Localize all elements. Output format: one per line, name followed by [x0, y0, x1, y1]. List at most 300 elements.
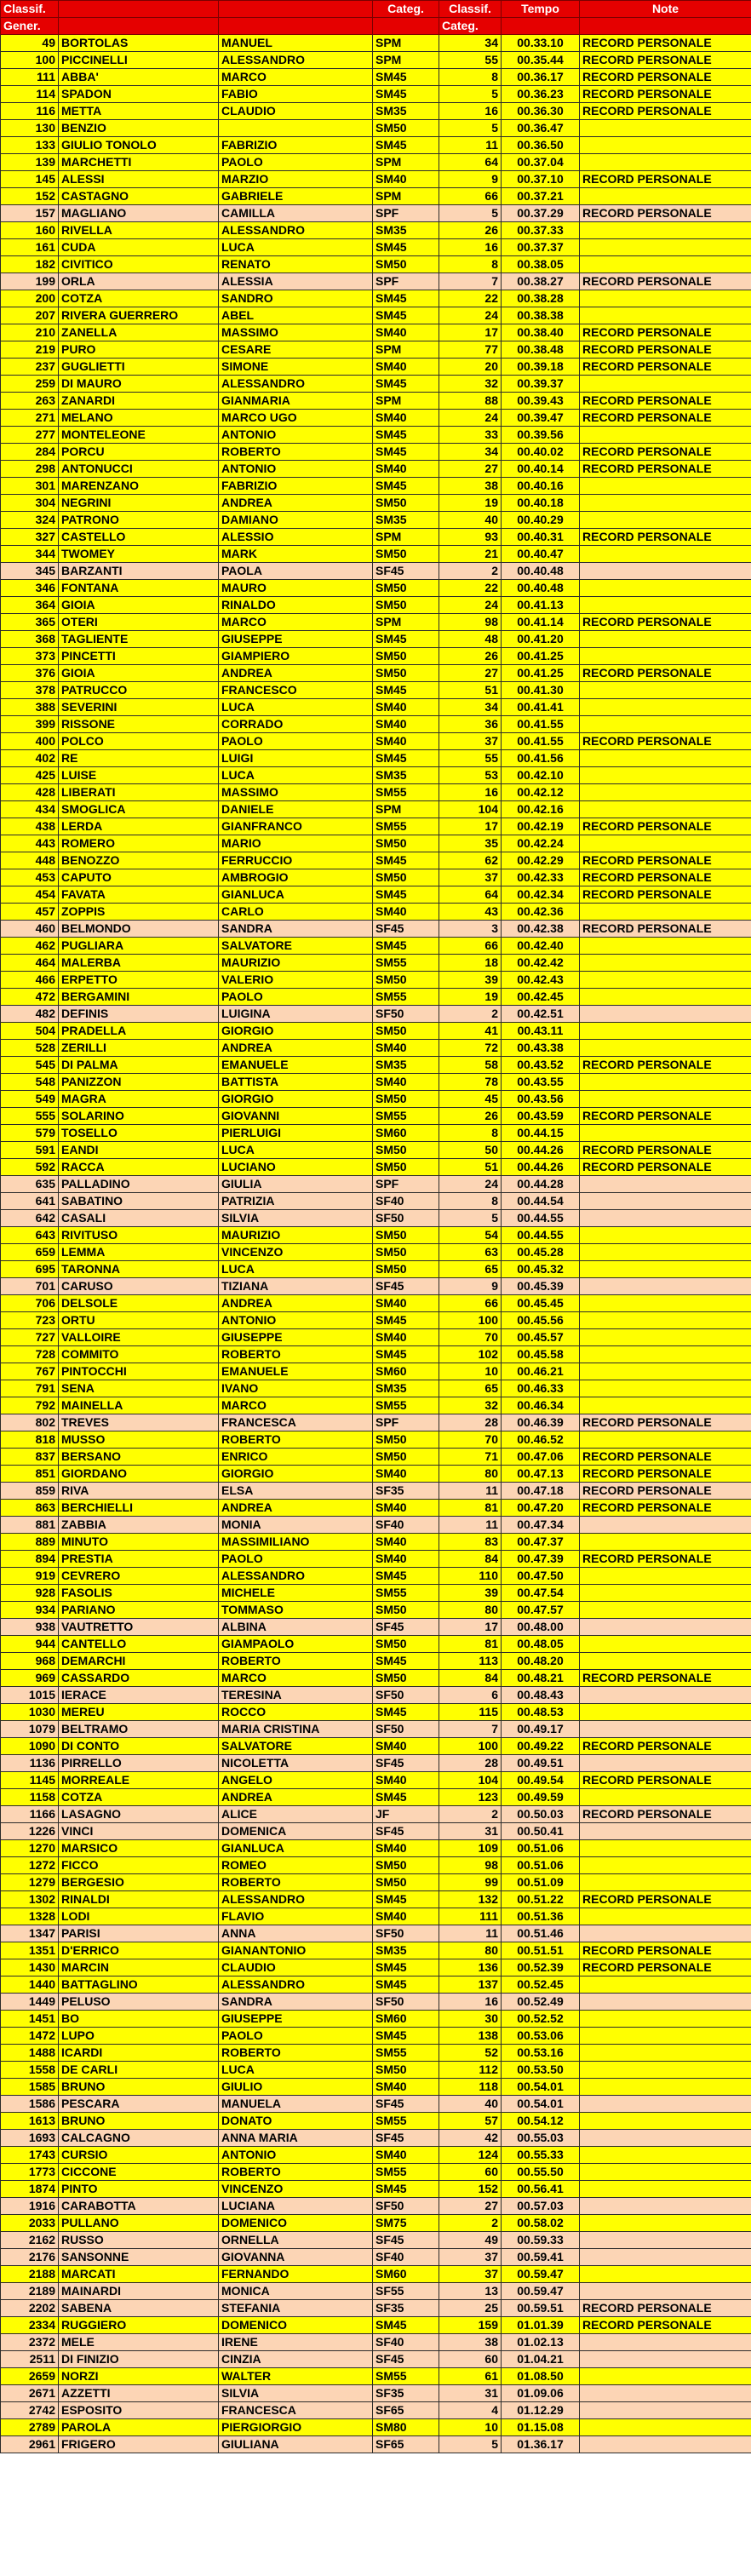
nome-cell: DOMENICA [219, 1823, 373, 1840]
tempo-cell: 00.58.02 [502, 2215, 580, 2232]
classif-categ-cell: 111 [439, 1908, 502, 1925]
categ-cell: SM50 [373, 580, 439, 597]
note-cell [580, 2402, 751, 2419]
classif-categ-cell: 80 [439, 1466, 502, 1483]
table-row [1, 324, 751, 341]
tempo-cell: 00.42.24 [502, 835, 580, 852]
cognome-cell: DI PALMA [59, 1057, 219, 1074]
classif-categ-cell: 100 [439, 1312, 502, 1329]
classif-categ-cell: 27 [439, 2198, 502, 2215]
classif-categ-cell: 26 [439, 222, 502, 239]
cognome-cell: CASTELLO [59, 529, 219, 546]
tempo-cell: 00.44.54 [502, 1193, 580, 1210]
table-row [1, 444, 751, 461]
classif-gener-cell: 160 [1, 222, 59, 239]
table-row [1, 2130, 751, 2147]
note-cell [580, 2334, 751, 2351]
note-cell [580, 2283, 751, 2300]
note-cell [580, 2011, 751, 2028]
nome-cell: MARK [219, 546, 373, 563]
classif-categ-cell: 58 [439, 1057, 502, 1074]
classif-gener-cell: 1558 [1, 2062, 59, 2079]
classif-gener-cell: 399 [1, 716, 59, 733]
categ-cell: SM45 [373, 290, 439, 307]
nome-cell: GIANMARIA [219, 393, 373, 410]
tempo-cell: 00.37.29 [502, 205, 580, 222]
cognome-cell: CALCAGNO [59, 2130, 219, 2147]
table-row [1, 273, 751, 290]
note-cell: RECORD PERSONALE [580, 444, 751, 461]
cognome-cell: AZZETTI [59, 2385, 219, 2402]
table-row [1, 2062, 751, 2079]
classif-gener-cell: 2659 [1, 2368, 59, 2385]
tempo-cell: 00.51.51 [502, 1942, 580, 1959]
classif-gener-cell: 642 [1, 1210, 59, 1227]
classif-gener-cell: 1613 [1, 2113, 59, 2130]
classif-categ-cell: 31 [439, 2385, 502, 2402]
classif-gener-cell: 1015 [1, 1687, 59, 1704]
nome-cell: VALERIO [219, 972, 373, 989]
nome-cell: ANTONIO [219, 427, 373, 444]
classif-gener-cell: 659 [1, 1244, 59, 1261]
nome-cell: GIOVANNI [219, 1108, 373, 1125]
categ-cell: SPF [373, 273, 439, 290]
categ-cell: SM40 [373, 410, 439, 427]
tempo-cell: 00.43.56 [502, 1091, 580, 1108]
note-cell [580, 682, 751, 699]
note-cell: RECORD PERSONALE [580, 1414, 751, 1431]
categ-cell: SF50 [373, 1687, 439, 1704]
nome-cell: IVANO [219, 1380, 373, 1397]
categ-cell: SM40 [373, 1772, 439, 1789]
nome-cell: GIUSEPPE [219, 2011, 373, 2028]
classif-categ-cell: 60 [439, 2351, 502, 2368]
table-row [1, 1414, 751, 1431]
classif-gener-cell: 635 [1, 1176, 59, 1193]
cognome-cell: BRUNO [59, 2113, 219, 2130]
categ-cell: SPM [373, 393, 439, 410]
nome-cell: MAURO [219, 580, 373, 597]
table-row [1, 359, 751, 376]
table-row [1, 1942, 751, 1959]
nome-cell: LUCA [219, 1142, 373, 1159]
tempo-cell: 00.38.48 [502, 341, 580, 359]
table-row [1, 1959, 751, 1976]
table-row [1, 290, 751, 307]
tempo-cell: 00.49.54 [502, 1772, 580, 1789]
categ-cell: SM40 [373, 1551, 439, 1568]
cognome-cell: BERGAMINI [59, 989, 219, 1006]
cognome-cell: PINCETTI [59, 648, 219, 665]
nome-cell: ALBINA [219, 1619, 373, 1636]
note-cell: RECORD PERSONALE [580, 1959, 751, 1976]
note-cell [580, 1091, 751, 1108]
table-row [1, 2283, 751, 2300]
tempo-cell: 00.44.28 [502, 1176, 580, 1193]
cognome-cell: BORTOLAS [59, 35, 219, 52]
note-cell [580, 1653, 751, 1670]
tempo-cell: 00.47.20 [502, 1500, 580, 1517]
tempo-cell: 00.37.33 [502, 222, 580, 239]
table-header [1, 1, 751, 35]
note-cell [580, 904, 751, 921]
classif-gener-cell: 767 [1, 1363, 59, 1380]
classif-gener-cell: 2202 [1, 2300, 59, 2317]
categ-cell: SM50 [373, 869, 439, 886]
classif-categ-cell: 123 [439, 1789, 502, 1806]
categ-cell: SM45 [373, 137, 439, 154]
categ-cell: SM45 [373, 1312, 439, 1329]
categ-cell: SPF [373, 205, 439, 222]
table-row [1, 52, 751, 69]
classif-categ-cell: 24 [439, 597, 502, 614]
cognome-cell: PARISI [59, 1925, 219, 1942]
classif-categ-cell: 70 [439, 1329, 502, 1346]
cognome-cell: BELTRAMO [59, 1721, 219, 1738]
categ-cell: SF40 [373, 2334, 439, 2351]
tempo-cell: 00.40.14 [502, 461, 580, 478]
classif-categ-cell: 38 [439, 2334, 502, 2351]
tempo-cell: 01.36.17 [502, 2436, 580, 2453]
cognome-cell: COTZA [59, 290, 219, 307]
nome-cell: SANDRA [219, 1994, 373, 2011]
categ-cell: SM50 [373, 665, 439, 682]
categ-cell: SM45 [373, 427, 439, 444]
tempo-cell: 00.46.34 [502, 1397, 580, 1414]
cognome-cell: MARSICO [59, 1840, 219, 1857]
categ-cell: SM45 [373, 307, 439, 324]
categ-cell: SM40 [373, 904, 439, 921]
classif-gener-cell: 210 [1, 324, 59, 341]
nome-cell: GIAMPAOLO [219, 1636, 373, 1653]
cognome-cell: ERPETTO [59, 972, 219, 989]
classif-categ-cell: 152 [439, 2181, 502, 2198]
categ-cell: SM50 [373, 256, 439, 273]
tempo-cell: 00.40.48 [502, 563, 580, 580]
tempo-cell: 00.52.49 [502, 1994, 580, 2011]
cognome-cell: MELE [59, 2334, 219, 2351]
classif-gener-cell: 462 [1, 938, 59, 955]
note-cell [580, 2232, 751, 2249]
note-cell [580, 2436, 751, 2453]
categ-cell: SPM [373, 52, 439, 69]
categ-cell: SM40 [373, 716, 439, 733]
tempo-cell: 00.48.43 [502, 1687, 580, 1704]
cognome-cell: SOLARINO [59, 1108, 219, 1125]
tempo-cell: 01.15.08 [502, 2419, 580, 2436]
categ-cell: SPM [373, 614, 439, 631]
cognome-cell: RUGGIERO [59, 2317, 219, 2334]
table-row [1, 2334, 751, 2351]
note-cell [580, 2028, 751, 2045]
note-cell [580, 1789, 751, 1806]
categ-cell: SM40 [373, 171, 439, 188]
cognome-cell: RINALDI [59, 1891, 219, 1908]
categ-cell: SM40 [373, 1738, 439, 1755]
tempo-cell: 00.55.03 [502, 2130, 580, 2147]
classif-categ-cell: 55 [439, 52, 502, 69]
nome-cell: FLAVIO [219, 1908, 373, 1925]
categ-cell: SM50 [373, 1244, 439, 1261]
col-header-cognome [59, 1, 219, 18]
nome-cell: AMBROGIO [219, 869, 373, 886]
categ-cell: SM50 [373, 1449, 439, 1466]
classif-gener-cell: 301 [1, 478, 59, 495]
cognome-cell: MALERBA [59, 955, 219, 972]
table-row [1, 2368, 751, 2385]
table-row [1, 801, 751, 818]
classif-categ-cell: 13 [439, 2283, 502, 2300]
classif-gener-cell: 2334 [1, 2317, 59, 2334]
note-cell [580, 1619, 751, 1636]
table-row [1, 1908, 751, 1925]
tempo-cell: 00.59.41 [502, 2249, 580, 2266]
nome-cell: SIMONE [219, 359, 373, 376]
tempo-cell: 00.39.56 [502, 427, 580, 444]
cognome-cell: GIULIO TONOLO [59, 137, 219, 154]
categ-cell: SM45 [373, 86, 439, 103]
tempo-cell: 00.39.47 [502, 410, 580, 427]
note-cell: RECORD PERSONALE [580, 886, 751, 904]
tempo-cell: 00.37.37 [502, 239, 580, 256]
categ-cell: SM50 [373, 120, 439, 137]
tempo-cell: 00.40.47 [502, 546, 580, 563]
categ-cell: SM55 [373, 1397, 439, 1414]
tempo-cell: 00.42.19 [502, 818, 580, 835]
classif-categ-cell: 4 [439, 2402, 502, 2419]
nome-cell: ROMEO [219, 1857, 373, 1874]
tempo-cell: 00.38.05 [502, 256, 580, 273]
cognome-cell: VALLOIRE [59, 1329, 219, 1346]
table-row [1, 2181, 751, 2198]
classif-categ-cell: 5 [439, 2436, 502, 2453]
note-cell: RECORD PERSONALE [580, 205, 751, 222]
categ-cell: SM45 [373, 2317, 439, 2334]
nome-cell: SALVATORE [219, 1738, 373, 1755]
table-row [1, 2215, 751, 2232]
col-header-classif-categ: Classif. [439, 1, 502, 18]
table-row [1, 2351, 751, 2368]
classif-gener-cell: 133 [1, 137, 59, 154]
cognome-cell: PUGLIARA [59, 938, 219, 955]
classif-categ-cell: 33 [439, 427, 502, 444]
note-cell: RECORD PERSONALE [580, 341, 751, 359]
table-row [1, 1772, 751, 1789]
tempo-cell: 00.53.16 [502, 2045, 580, 2062]
tempo-cell: 00.44.55 [502, 1210, 580, 1227]
classif-gener-cell: 434 [1, 801, 59, 818]
classif-categ-cell: 5 [439, 86, 502, 103]
classif-gener-cell: 304 [1, 495, 59, 512]
tempo-cell: 01.08.50 [502, 2368, 580, 2385]
nome-cell: MARZIO [219, 171, 373, 188]
table-row [1, 1244, 751, 1261]
note-cell [580, 580, 751, 597]
table-row [1, 1585, 751, 1602]
tempo-cell: 00.54.01 [502, 2079, 580, 2096]
classif-gener-cell: 1279 [1, 1874, 59, 1891]
categ-cell: SM50 [373, 1261, 439, 1278]
note-cell [580, 2130, 751, 2147]
note-cell: RECORD PERSONALE [580, 359, 751, 376]
categ-cell: SF45 [373, 2351, 439, 2368]
table-row [1, 665, 751, 682]
note-cell [580, 478, 751, 495]
categ-cell: SM60 [373, 1125, 439, 1142]
classif-categ-cell: 8 [439, 256, 502, 273]
cognome-cell: PALLADINO [59, 1176, 219, 1193]
tempo-cell: 00.47.18 [502, 1483, 580, 1500]
classif-categ-cell: 17 [439, 818, 502, 835]
note-cell [580, 1006, 751, 1023]
categ-cell: SM45 [373, 750, 439, 767]
classif-gener-cell: 237 [1, 359, 59, 376]
nome-cell: ROBERTO [219, 2164, 373, 2181]
classif-gener-cell: 1158 [1, 1789, 59, 1806]
cognome-cell: RISSONE [59, 716, 219, 733]
classif-gener-cell: 919 [1, 1568, 59, 1585]
categ-cell: SM40 [373, 1908, 439, 1925]
classif-gener-cell: 928 [1, 1585, 59, 1602]
categ-cell: SF65 [373, 2436, 439, 2453]
classif-gener-cell: 1585 [1, 2079, 59, 2096]
classif-categ-cell: 77 [439, 341, 502, 359]
categ-cell: SM55 [373, 1585, 439, 1602]
classif-categ-cell: 20 [439, 359, 502, 376]
classif-categ-cell: 99 [439, 1874, 502, 1891]
classif-categ-cell: 39 [439, 1585, 502, 1602]
nome-cell: LUCA [219, 1261, 373, 1278]
tempo-cell: 00.51.09 [502, 1874, 580, 1891]
note-cell [580, 1380, 751, 1397]
note-cell: RECORD PERSONALE [580, 2317, 751, 2334]
cognome-cell: PINTO [59, 2181, 219, 2198]
classif-categ-cell: 51 [439, 1159, 502, 1176]
nome-cell: ROBERTO [219, 1346, 373, 1363]
table-row [1, 1312, 751, 1329]
note-cell: RECORD PERSONALE [580, 86, 751, 103]
categ-cell: SF35 [373, 2385, 439, 2402]
categ-cell: SM45 [373, 682, 439, 699]
tempo-cell: 00.54.12 [502, 2113, 580, 2130]
classif-gener-cell: 548 [1, 1074, 59, 1091]
classif-categ-cell: 37 [439, 2266, 502, 2283]
note-cell [580, 2266, 751, 2283]
classif-categ-cell: 26 [439, 1108, 502, 1125]
classif-categ-cell: 24 [439, 410, 502, 427]
cognome-cell: BENOZZO [59, 852, 219, 869]
classif-categ-cell: 52 [439, 2045, 502, 2062]
table-row [1, 1517, 751, 1534]
tempo-cell: 00.45.45 [502, 1295, 580, 1312]
note-cell [580, 563, 751, 580]
nome-cell: MASSIMO [219, 784, 373, 801]
note-cell [580, 1312, 751, 1329]
nome-cell: TOMMASO [219, 1602, 373, 1619]
note-cell: RECORD PERSONALE [580, 1806, 751, 1823]
categ-cell: SM55 [373, 784, 439, 801]
cognome-cell: OTERI [59, 614, 219, 631]
table-row [1, 886, 751, 904]
table-row [1, 1806, 751, 1823]
tempo-cell: 00.35.44 [502, 52, 580, 69]
classif-categ-cell: 28 [439, 1414, 502, 1431]
classif-gener-cell: 364 [1, 597, 59, 614]
col-subheader-empty-2 [219, 18, 373, 35]
nome-cell: PIERLUIGI [219, 1125, 373, 1142]
table-row [1, 1534, 751, 1551]
categ-cell: SM40 [373, 461, 439, 478]
tempo-cell: 00.52.39 [502, 1959, 580, 1976]
note-cell [580, 1193, 751, 1210]
tempo-cell: 00.42.12 [502, 784, 580, 801]
table-row [1, 137, 751, 154]
nome-cell: CAMILLA [219, 205, 373, 222]
table-row [1, 2113, 751, 2130]
cognome-cell: RIVA [59, 1483, 219, 1500]
table-row [1, 1329, 751, 1346]
note-cell [580, 938, 751, 955]
tempo-cell: 00.49.59 [502, 1789, 580, 1806]
classif-categ-cell: 16 [439, 784, 502, 801]
nome-cell: GIULIA [219, 1176, 373, 1193]
classif-categ-cell: 104 [439, 1772, 502, 1789]
tempo-cell: 00.38.38 [502, 307, 580, 324]
tempo-cell: 00.47.34 [502, 1517, 580, 1534]
classif-categ-cell: 5 [439, 1210, 502, 1227]
table-row [1, 2028, 751, 2045]
nome-cell: ANDREA [219, 1789, 373, 1806]
cognome-cell: COTZA [59, 1789, 219, 1806]
note-cell [580, 188, 751, 205]
tempo-cell: 00.45.56 [502, 1312, 580, 1329]
classif-categ-cell: 159 [439, 2317, 502, 2334]
cognome-cell: BELMONDO [59, 921, 219, 938]
classif-categ-cell: 38 [439, 478, 502, 495]
note-cell [580, 1840, 751, 1857]
col-header-categ: Categ. [373, 1, 439, 18]
classif-gener-cell: 1079 [1, 1721, 59, 1738]
categ-cell: SM45 [373, 886, 439, 904]
nome-cell: PAOLA [219, 563, 373, 580]
nome-cell: MARCO UGO [219, 410, 373, 427]
classif-categ-cell: 66 [439, 938, 502, 955]
cognome-cell: MUSSO [59, 1431, 219, 1449]
table-row [1, 631, 751, 648]
tempo-cell: 00.37.10 [502, 171, 580, 188]
nome-cell: MONIA [219, 1517, 373, 1534]
nome-cell: ALESSANDRO [219, 1568, 373, 1585]
tempo-cell: 00.45.39 [502, 1278, 580, 1295]
note-cell [580, 2147, 751, 2164]
classif-categ-cell: 83 [439, 1534, 502, 1551]
cognome-cell: LUPO [59, 2028, 219, 2045]
classif-gener-cell: 528 [1, 1040, 59, 1057]
classif-gener-cell: 448 [1, 852, 59, 869]
nome-cell: FRANCESCO [219, 682, 373, 699]
classif-categ-cell: 31 [439, 1823, 502, 1840]
nome-cell: DANIELE [219, 801, 373, 818]
classif-gener-cell: 346 [1, 580, 59, 597]
note-cell: RECORD PERSONALE [580, 324, 751, 341]
note-cell [580, 1244, 751, 1261]
nome-cell: CARLO [219, 904, 373, 921]
tempo-cell: 00.47.13 [502, 1466, 580, 1483]
categ-cell: SM45 [373, 1704, 439, 1721]
nome-cell: NICOLETTA [219, 1755, 373, 1772]
table-row [1, 699, 751, 716]
cognome-cell: DI CONTO [59, 1738, 219, 1755]
